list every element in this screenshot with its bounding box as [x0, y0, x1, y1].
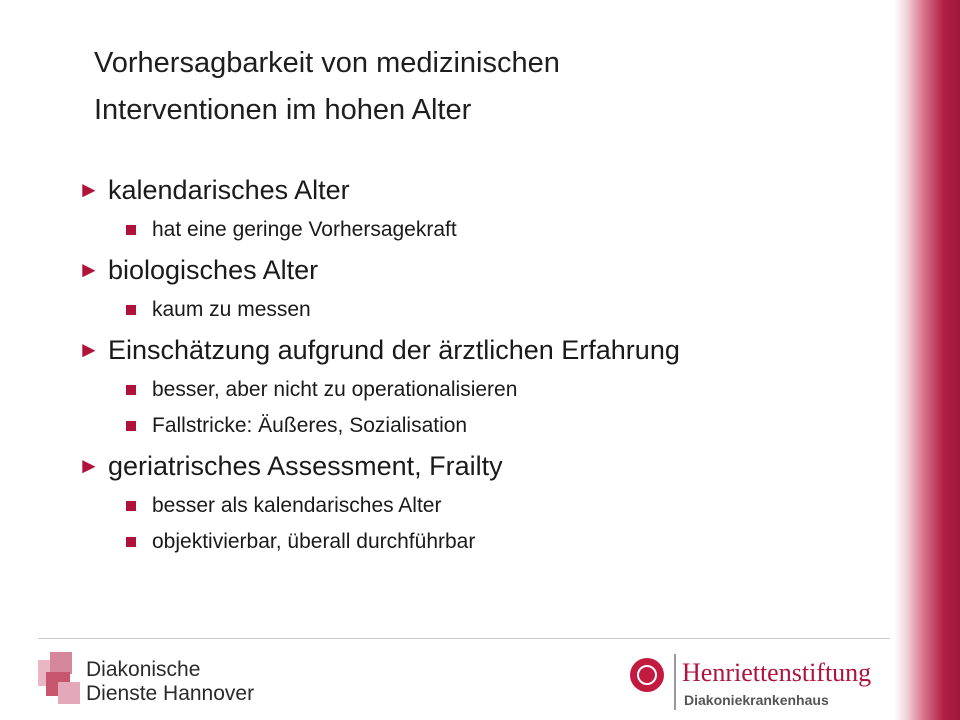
- logo-separator: [674, 654, 676, 710]
- henriettenstiftung-subtitle: Diakoniekrankenhaus: [684, 692, 829, 708]
- square-bullet-icon: [126, 225, 136, 235]
- bullet-text: kalendarisches Alter: [108, 174, 350, 205]
- sub-bullet-text: besser, aber nicht zu operationalisieren: [152, 378, 518, 401]
- bullet-list: [78, 168, 878, 560]
- triangle-right-icon: ►: [78, 337, 100, 362]
- sub-bullet-item: [78, 408, 878, 444]
- bullet-item: [78, 168, 878, 212]
- sub-bullet-text: Fallstricke: Äußeres, Sozialisation: [152, 414, 468, 437]
- bullet-item: [78, 328, 878, 372]
- square-bullet-icon: [126, 385, 136, 395]
- triangle-right-icon: ►: [78, 257, 100, 282]
- square-bullet-icon: [126, 421, 136, 431]
- sub-bullet-text: kaum zu messen: [152, 298, 311, 321]
- sub-bullet-item: [78, 488, 878, 524]
- henriettenstiftung-logo: [626, 648, 876, 714]
- henriettenstiftung-emblem-icon: [630, 658, 664, 692]
- diakonische-dienste-logo: [38, 652, 278, 712]
- slide-title: [94, 40, 854, 134]
- diakonische-dienste-text: [86, 658, 254, 706]
- sub-bullet-item: [78, 524, 878, 560]
- bullet-text: biologisches Alter: [108, 254, 319, 285]
- sub-bullet-text: objektivierbar, überall durchführbar: [152, 530, 476, 553]
- sub-bullet-item: [78, 212, 878, 248]
- triangle-right-icon: ►: [78, 177, 100, 202]
- square-bullet-icon: [126, 305, 136, 315]
- slide-title-line-2: Interventionen im hohen Alter: [94, 94, 472, 126]
- logo-left-line-1: Diakonische: [86, 658, 201, 681]
- sub-bullet-item: [78, 292, 878, 328]
- bullet-item: [78, 444, 878, 488]
- diakonische-dienste-mark-icon: [38, 652, 84, 708]
- henriettenstiftung-name: Henriettenstiftung: [682, 658, 872, 687]
- logo-left-line-2: Dienste Hannover: [86, 682, 255, 705]
- sub-bullet-text: hat eine geringe Vorhersagekraft: [152, 218, 457, 241]
- square-bullet-icon: [126, 537, 136, 547]
- square-bullet-icon: [126, 501, 136, 511]
- triangle-right-icon: ►: [78, 453, 100, 478]
- sub-bullet-item: [78, 372, 878, 408]
- sub-bullet-text: besser als kalendarisches Alter: [152, 494, 442, 517]
- footer-divider: [38, 638, 890, 639]
- bullet-text: Einschätzung aufgrund der ärztlichen Erfahrung: [108, 334, 680, 365]
- bullet-item: [78, 248, 878, 292]
- bullet-text: geriatrisches Assessment, Frailty: [108, 450, 503, 481]
- slide-title-line-1: Vorhersagbarkeit von medizinischen: [94, 47, 560, 79]
- decorative-side-band: [894, 0, 960, 720]
